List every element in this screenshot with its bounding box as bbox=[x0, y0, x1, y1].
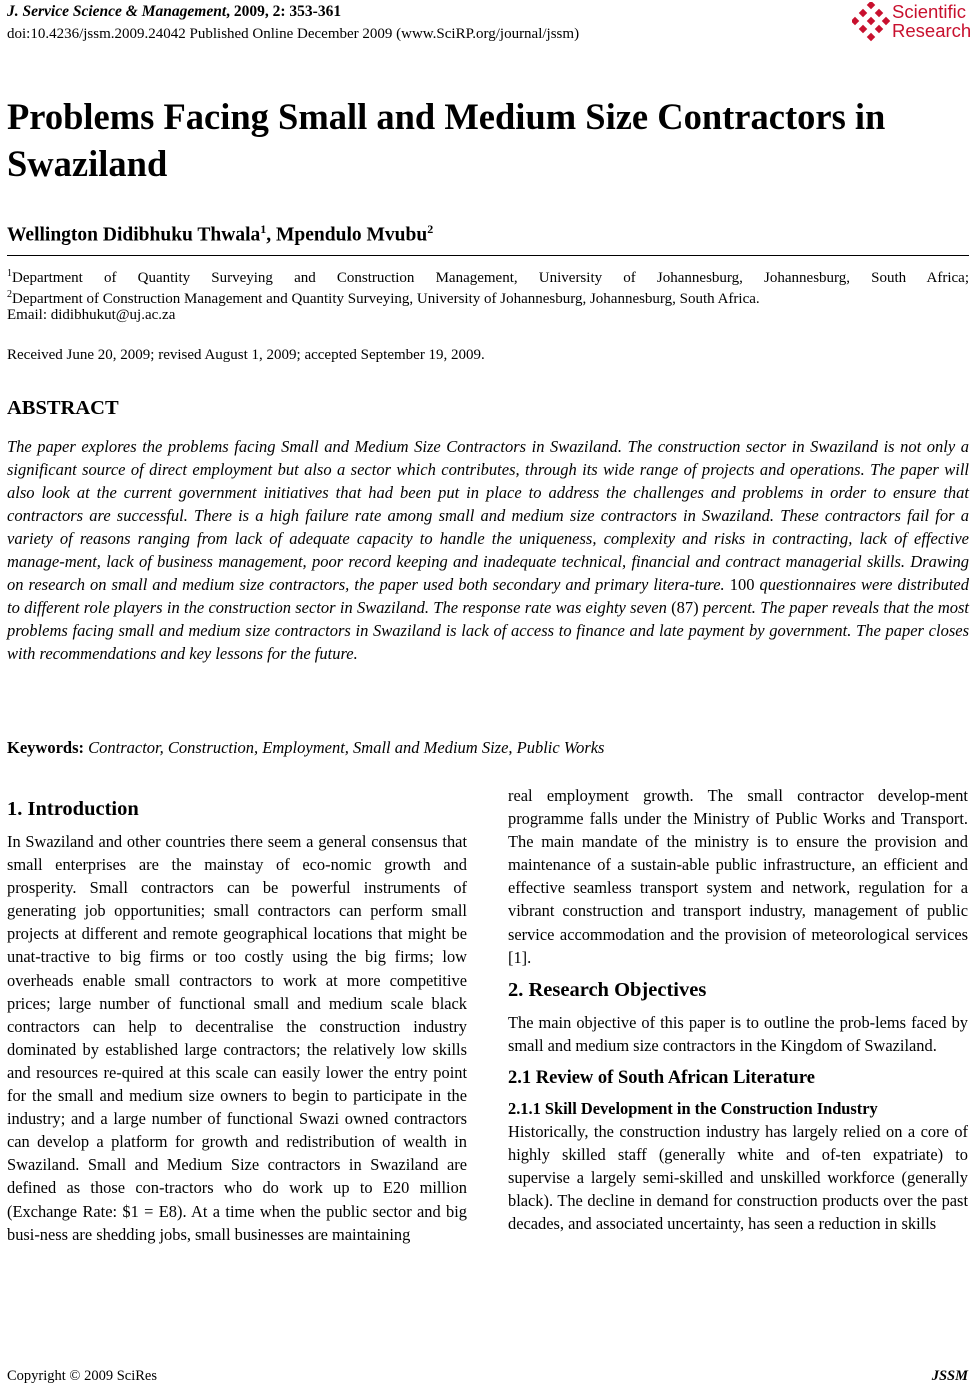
research-objectives-paragraph: The main objective of this paper is to outline the prob-lems faced by small and medium size contractors in the Kingdom of Swaziland. bbox=[508, 1012, 968, 1055]
header-rule bbox=[7, 255, 969, 256]
literature-review-heading: 2.1 Review of South African Literature bbox=[508, 1067, 815, 1088]
keywords-line bbox=[7, 738, 604, 758]
abstract-number-2: (87) bbox=[666, 598, 703, 617]
journal-volume: , 2009, 2: 353-361 bbox=[226, 3, 342, 20]
journal-name: J. Service Science & Management bbox=[7, 3, 227, 20]
author-email: Email: didibhukut@uj.ac.za bbox=[7, 307, 176, 323]
affiliation-2-mark: 2 bbox=[7, 289, 12, 300]
received-dates: Received June 20, 2009; revised August 1, 2009; accepted September 19, 2009. bbox=[7, 347, 485, 363]
doi-line: doi:10.4236/jssm.2009.24042 Published Online December 2009 (www.SciRP.org/journal/jssm) bbox=[7, 26, 580, 42]
paper-title: Problems Facing Small and Medium Size Contractors in Swaziland bbox=[7, 96, 886, 184]
keywords-label: Keywords bbox=[7, 738, 79, 757]
author-1: Wellington Didibhuku Thwala bbox=[7, 224, 261, 246]
left-column bbox=[7, 796, 467, 1246]
affiliation-1-mark: 1 bbox=[7, 268, 12, 279]
abstract-heading: ABSTRACT bbox=[7, 397, 119, 419]
footer-copyright: Copyright © 2009 SciRes bbox=[7, 1368, 157, 1384]
keywords-colon: : bbox=[78, 738, 89, 757]
author-separator: , bbox=[266, 224, 277, 246]
affiliation-2-text: Department of Construction Management and Quantity Surveying, University of Johannesburg, Johannesburg, South Africa. bbox=[12, 291, 760, 307]
abstract-number-1: 100 bbox=[724, 575, 760, 594]
research-objectives-heading: 2. Research Objectives bbox=[508, 978, 707, 1001]
publisher-logo bbox=[852, 0, 970, 46]
keywords-list: Contractor, Construction, Employment, Small and Medium Size, Public Works bbox=[88, 738, 605, 757]
skill-development-paragraph: Historically, the construction industry has largely relied on a core of highly skilled staff (generally white and of-ten expatriate) to supervise a largely semi-skilled and unskilled workforce (generally black). The decline in demand for construction products over the past decades, and associated uncertainty, has seen a reduction in skills bbox=[508, 1121, 968, 1234]
logo-text-1: Scientific bbox=[892, 1, 967, 22]
footer-journal: JSSM bbox=[931, 1368, 968, 1384]
introduction-continued: real employment growth. The small contractor develop-ment programme falls under the Ministry of Public Works and Transport. The main mandate of the ministry is to ensure the provision and maintenance of a sustain-able public infrastructure, an efficient and effective seamless transport system and network, regulation for a vibrant construction and transport industry, management of public service accommodation and the provision of meteorological services [1]. bbox=[508, 786, 968, 967]
logo-dots-icon bbox=[852, 2, 892, 44]
author-2-mark: 2 bbox=[427, 222, 434, 236]
author-line bbox=[7, 222, 433, 247]
logo-text-2: Research bbox=[892, 20, 971, 41]
introduction-paragraph: In Swaziland and other countries there seem a general consensus that small enterprises are the mainstay of eco-nomic growth and prosperity. Small contractors can be powerful instruments of generating job opportunities; small contractors can perform small projects at different and remote geographical locations that might be unat-tractive to big firms or too costly using the big firms; low overheads enable small contractors to work at more competitive prices; large number of functional small and medium scale black contractors can help to decentralise the construction industry dominated by established large contractors; the relatively low skills and resources re-quired at this scale can easily lower the entry point for the small and medium size owners to begin to participate in the industry; and a large number of functional Swazi owned contractors can develop a platform for growth and redistribution of wealth in Swaziland. Small and Medium Size contractors in Swaziland are defined as those con-tractors who do work up to E20 million (Exchange Rate: $1 = E8). At a time when the public sector and big busi-ness are shedding jobs, small businesses are maintaining bbox=[7, 832, 467, 1244]
abstract-part-1: The paper explores the problems facing Small and Medium Size Contractors in Swaziland. The construction sector in Swaziland is not only a significant source of direct employment but also a sector which contributes, through its wide range of projects and operations. The paper will also look at the current government initiatives that had been put in place to address the challenges and problems in order to ensure that contractors are successful. There is a high failure rate among small and medium size contractors in Swaziland. These contractors fail for a variety of reasons ranging from lack of adequate capacity to handle the uniqueness, complexity and risks in contracting, lack of effective manage-ment, lack of business management, poor record keeping and inadequate technical, financial and contract managerial skills. Drawing on research on small and medium size contractors, the paper used both secondary and primary litera-ture. bbox=[7, 437, 969, 594]
abstract-part-2: questionnaires were distributed to different role players in the construction sector in Swaziland. The response rate was eighty seven bbox=[7, 575, 970, 617]
abstract-body bbox=[7, 435, 969, 665]
journal-citation bbox=[7, 2, 341, 22]
abstract-part-3: percent. The paper reveals that the most problems facing small and medium size contractors in Swaziland is lack of access to finance and late payment by government. The paper closes with recommendations and key lessons for the future. bbox=[7, 598, 969, 663]
author-1-mark: 1 bbox=[260, 222, 267, 236]
affiliation-1-text: Department of Quantity Surveying and Construction Management, University of Johannesburg, Johannesburg, South Africa; bbox=[12, 270, 969, 286]
skill-development-heading: 2.1.1 Skill Development in the Construction Industry bbox=[508, 1098, 878, 1118]
right-column bbox=[508, 784, 968, 1235]
introduction-heading: 1. Introduction bbox=[7, 798, 139, 820]
author-2: Mpendulo Mvubu bbox=[276, 224, 428, 246]
